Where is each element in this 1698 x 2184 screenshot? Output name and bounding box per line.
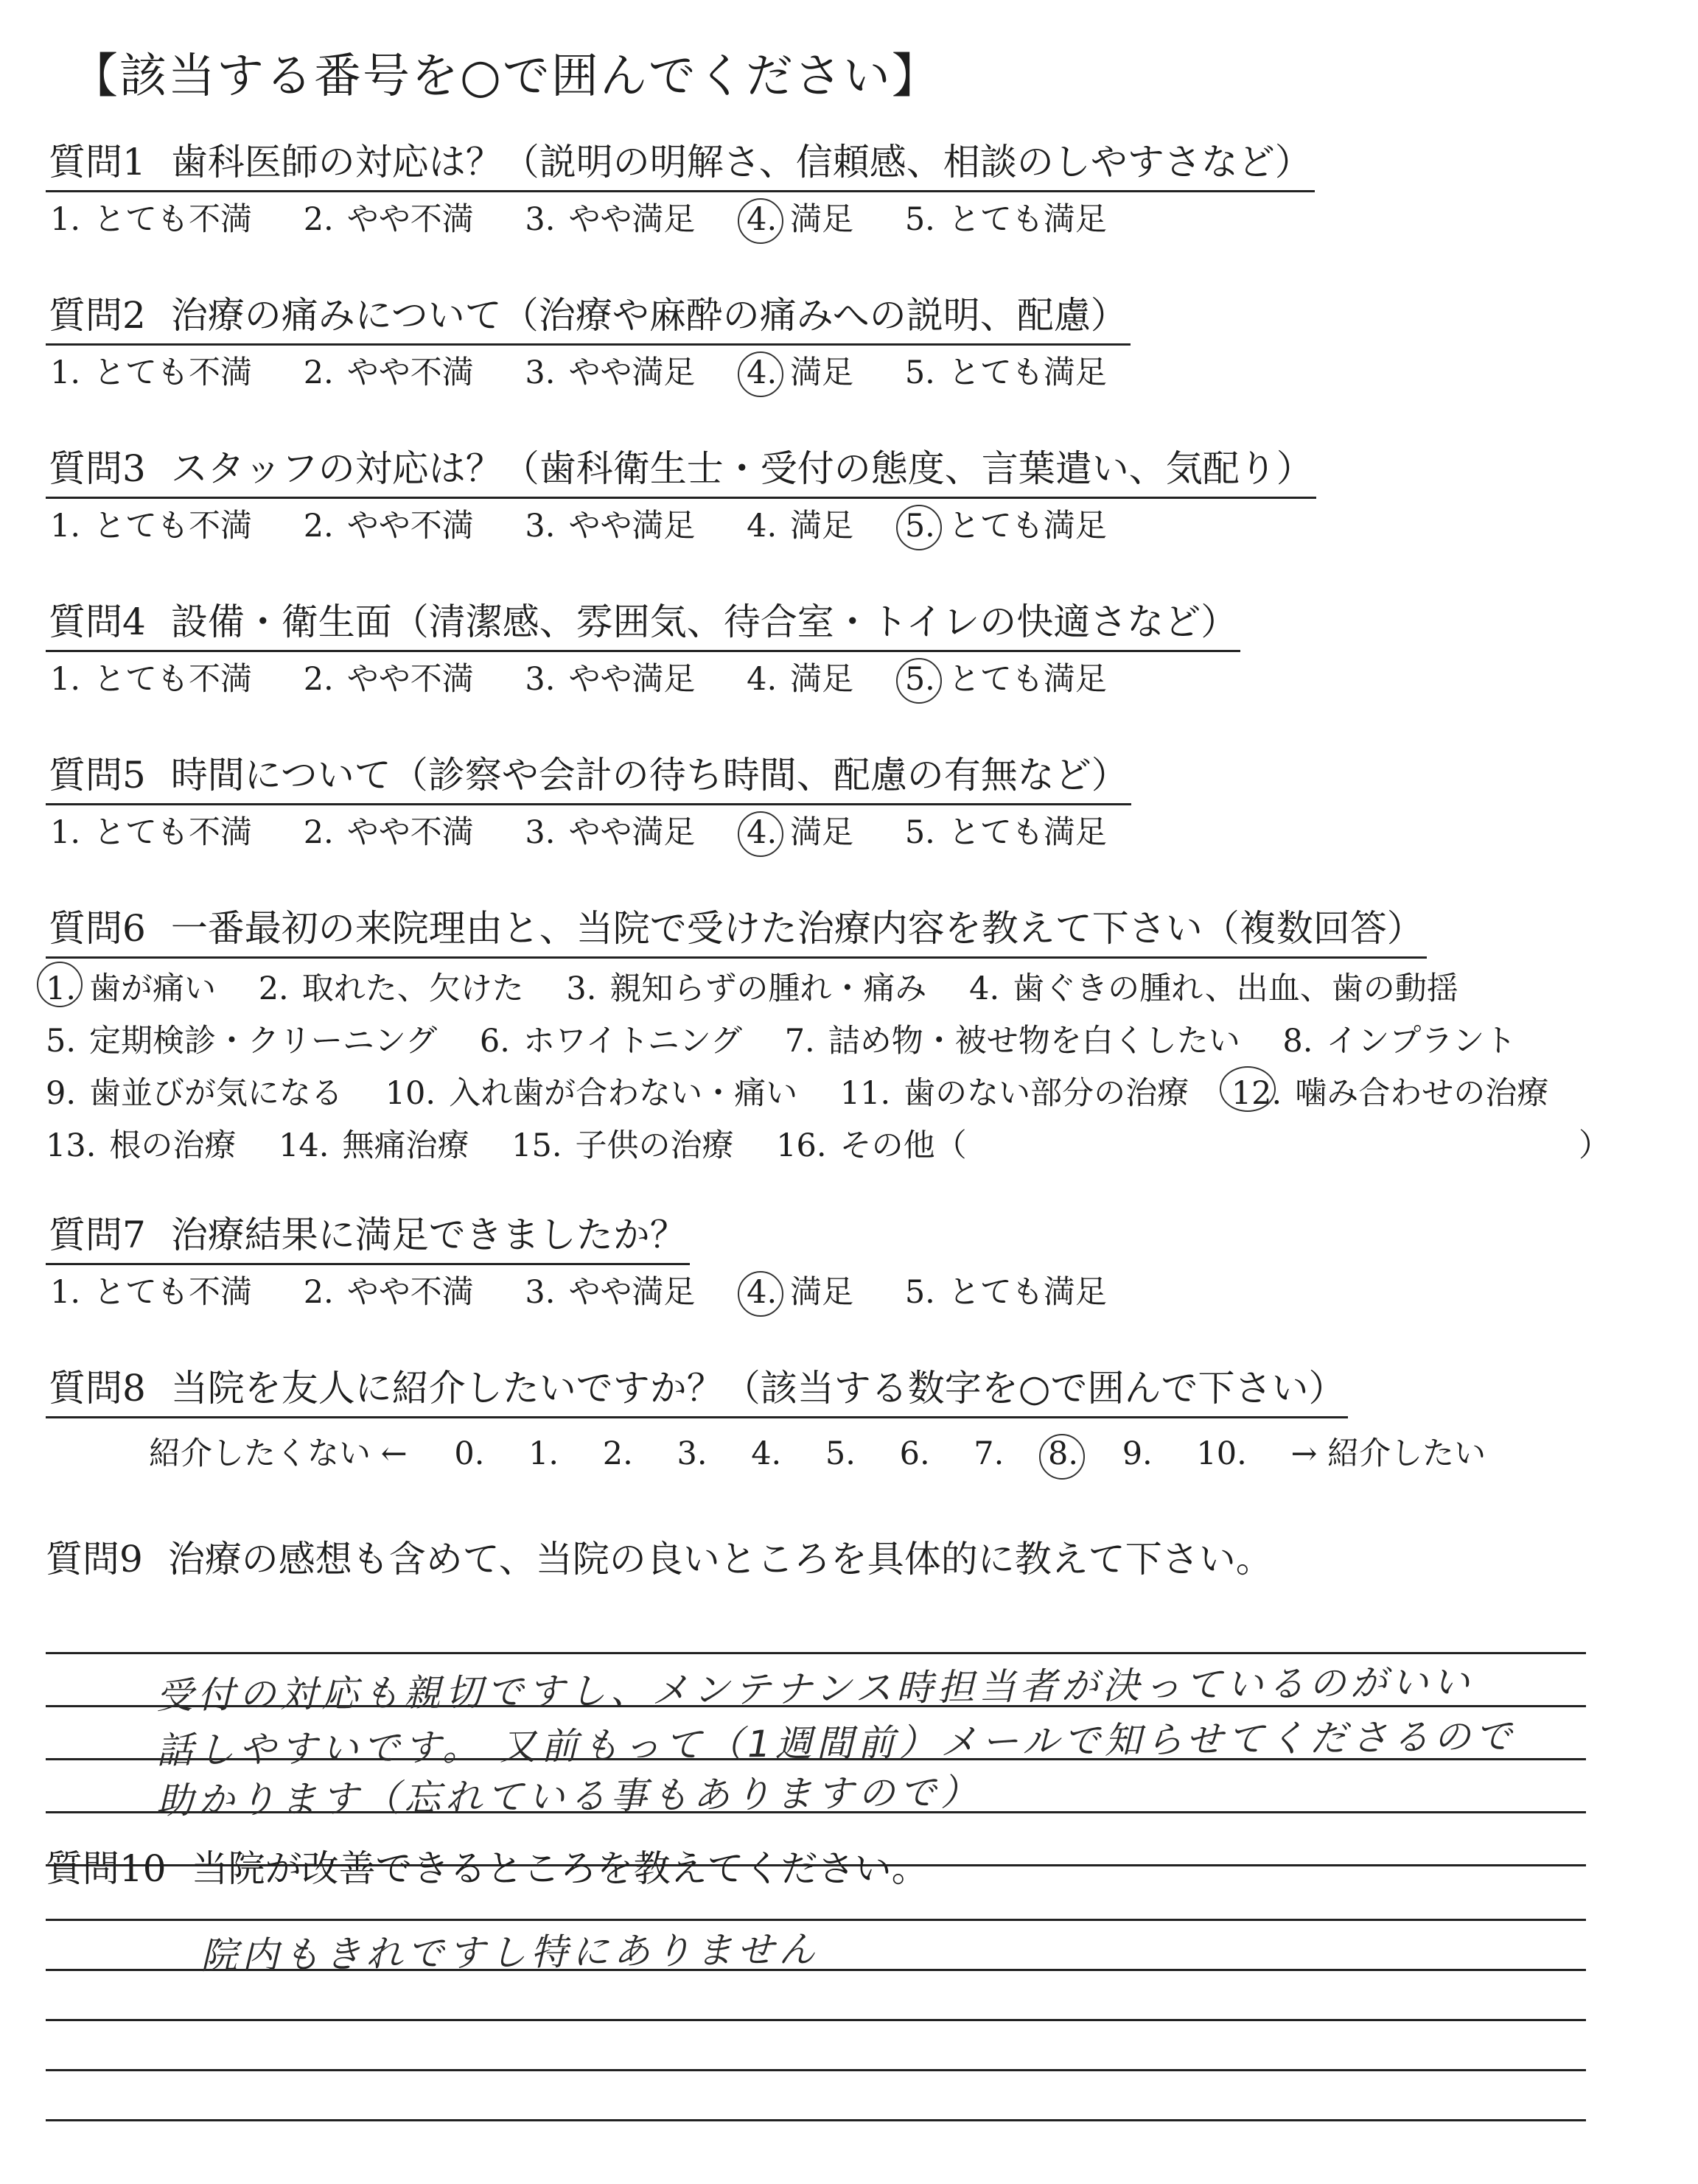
scale-7[interactable]: 7. (974, 1435, 1005, 1472)
recommend-scale (46, 1429, 1652, 1474)
question-3 (46, 448, 1652, 547)
scale-9[interactable]: 9. (1122, 1435, 1153, 1472)
answer-options (46, 506, 1652, 547)
question-heading (46, 1368, 1348, 1418)
option-1-selected[interactable]: 1. 歯が痛い (46, 963, 216, 1015)
scale-1[interactable]: 1. (528, 1435, 559, 1472)
option-6[interactable]: 6. ホワイトニング (479, 1022, 743, 1060)
option-1[interactable]: 1. とても不満 (50, 660, 253, 698)
question-number: 質問10 (46, 1847, 167, 1890)
question-heading (46, 448, 1316, 499)
question-5 (46, 755, 1652, 853)
handwritten-answer-line: 院内もきれですし特にありません (200, 1928, 820, 1978)
question-1 (46, 141, 1652, 240)
scale-2[interactable]: 2. (602, 1435, 633, 1472)
question-heading (46, 1214, 690, 1265)
question-number: 質問3 (49, 447, 146, 490)
scale-4[interactable]: 4. (751, 1435, 782, 1472)
question-heading (46, 601, 1240, 652)
question-number: 質問7 (49, 1214, 146, 1256)
option-14[interactable]: 14. 無痛治療 (279, 1127, 469, 1164)
option-5[interactable]: 5. とても満足 (904, 1273, 1107, 1311)
answer-options (46, 659, 1652, 701)
scale-10[interactable]: 10. (1196, 1435, 1247, 1472)
option-2[interactable]: 2. やや不満 (303, 1273, 474, 1311)
option-2[interactable]: 2. やや不満 (303, 813, 474, 851)
option-1[interactable]: 1. とても不満 (50, 200, 253, 238)
question-text: 一番最初の来院理由と、当院で受けた治療内容を教えて下さい（複数回答） (170, 907, 1424, 950)
page-title: 【該当する番号を○で囲んでください】 (71, 49, 940, 104)
option-3[interactable]: 3. やや満足 (525, 200, 696, 238)
ruled-line (46, 2119, 1586, 2121)
scale-5[interactable]: 5. (825, 1435, 856, 1472)
question-7 (46, 1214, 1652, 1313)
answer-options (46, 813, 1652, 854)
option-4-selected[interactable]: 4. 満足 (747, 200, 853, 241)
multi-answer-options (46, 963, 1652, 1172)
question-heading (46, 1530, 1652, 1583)
question-text: 当院を友人に紹介したいですか？（該当する数字を○で囲んで下さい） (170, 1367, 1346, 1410)
option-4[interactable]: 4. 満足 (747, 507, 854, 545)
question-heading (46, 755, 1131, 805)
question-number: 質問2 (49, 294, 146, 337)
scale-left-label: 紹介したくない ← (149, 1435, 408, 1472)
question-text: 当院が改善できるところを教えてください。 (191, 1847, 929, 1890)
question-10 (46, 1839, 1652, 2184)
question-text: 治療の感想も含めて、当院の良いところを具体的に教えて下さい。 (167, 1538, 1273, 1581)
option-1[interactable]: 1. とても不満 (50, 354, 253, 391)
option-4-selected[interactable]: 4. 満足 (747, 813, 853, 854)
option-2[interactable]: 2. やや不満 (303, 507, 474, 545)
question-text: 時間について（診察や会計の待ち時間、配慮の有無など） (170, 754, 1128, 797)
option-15[interactable]: 15. 子供の治療 (511, 1127, 734, 1164)
scale-6[interactable]: 6. (899, 1435, 930, 1472)
options-row (46, 1068, 1652, 1120)
scale-8-selected[interactable]: 8. (1048, 1435, 1079, 1472)
handwritten-answer-line: 助かります（忘れている事もありますので） (156, 1771, 982, 1822)
option-3[interactable]: 3. やや満足 (525, 660, 696, 698)
handwritten-answer-line: 受付の対応も親切ですし、メンテナンス時担当者が決っているのがいい (156, 1660, 1475, 1718)
option-12-selected[interactable]: 12. 噛み合わせの治療 (1231, 1068, 1548, 1120)
ruled-line (46, 2019, 1586, 2021)
option-5[interactable]: 5. とても満足 (904, 200, 1107, 238)
option-2[interactable]: 2. やや不満 (303, 200, 474, 238)
other-close-paren: ） (1579, 1127, 1610, 1164)
option-2[interactable]: 2. やや不満 (303, 660, 474, 698)
scale-0[interactable]: 0. (454, 1435, 485, 1472)
question-heading (46, 908, 1427, 959)
answer-options (46, 1273, 1652, 1314)
question-number: 質問8 (49, 1367, 146, 1410)
option-3[interactable]: 3. 親知らずの腫れ・痛み (566, 970, 927, 1007)
question-number: 質問1 (49, 141, 146, 183)
answer-options (46, 200, 1652, 241)
question-text: 治療結果に満足できましたか？ (170, 1214, 687, 1256)
option-1[interactable]: 1. とても不満 (50, 507, 253, 545)
option-7[interactable]: 7. 詰め物・被せ物を白くしたい (784, 1022, 1240, 1060)
option-5[interactable]: 5. 定期検診・クリーニング (46, 1022, 438, 1060)
option-3[interactable]: 3. やや満足 (525, 354, 696, 391)
question-number: 質問4 (49, 601, 146, 643)
option-10[interactable]: 10. 入れ歯が合わない・痛い (385, 1074, 798, 1112)
question-text: 歯科医師の対応は？（説明の明解さ、信頼感、相談のしやすさなど） (170, 141, 1312, 183)
answer-area[interactable] (46, 1904, 1652, 2184)
option-16[interactable]: 16. その他（ (776, 1127, 967, 1164)
question-4 (46, 601, 1652, 700)
question-text: 設備・衛生面（清潔感、雰囲気、待合室・トイレの快適さなど） (170, 601, 1238, 643)
option-8[interactable]: 8. インプラント (1282, 1022, 1517, 1060)
question-8 (46, 1368, 1652, 1474)
option-5[interactable]: 5. とても満足 (904, 354, 1107, 391)
question-6 (46, 908, 1652, 1172)
answer-options (46, 353, 1652, 394)
option-11[interactable]: 11. 歯のない部分の治療 (839, 1074, 1189, 1112)
option-4-selected[interactable]: 4. 満足 (747, 1273, 853, 1314)
question-number: 質問5 (49, 754, 146, 797)
handwritten-answer-line: 話しやすいです。 又前もって（1週間前）メールで知らせてくださるので (156, 1715, 1517, 1772)
question-text: 治療の痛みについて（治療や麻酔の痛みへの説明、配慮） (170, 294, 1128, 337)
scale-3[interactable]: 3. (677, 1435, 708, 1472)
question-heading (46, 295, 1131, 346)
option-4[interactable]: 4. 歯ぐきの腫れ、出血、歯の動揺 (969, 970, 1458, 1007)
options-row (46, 1120, 1652, 1172)
option-4[interactable]: 4. 満足 (747, 660, 854, 698)
question-text: スタッフの対応は？（歯科衛生士・受付の態度、言葉遣い、気配り） (170, 447, 1313, 490)
option-3[interactable]: 3. やや満足 (525, 813, 696, 851)
option-5[interactable]: 5. とても満足 (904, 813, 1107, 851)
scale-right-label: → 紹介したい (1290, 1435, 1486, 1472)
option-13[interactable]: 13. 根の治療 (46, 1127, 237, 1164)
option-2[interactable]: 2. 取れた、欠けた (258, 970, 524, 1007)
options-row (46, 1015, 1652, 1068)
option-3[interactable]: 3. やや満足 (525, 507, 696, 545)
option-4-selected[interactable]: 4. 満足 (747, 353, 853, 394)
option-1[interactable]: 1. とても不満 (50, 1273, 253, 1311)
options-row (46, 963, 1652, 1015)
option-5-selected[interactable]: 5. とても満足 (905, 659, 1107, 701)
question-2 (46, 295, 1652, 393)
ruled-line (46, 2069, 1586, 2071)
option-1[interactable]: 1. とても不満 (50, 813, 253, 851)
option-5-selected[interactable]: 5. とても満足 (905, 506, 1107, 547)
option-3[interactable]: 3. やや満足 (525, 1273, 696, 1311)
option-9[interactable]: 9. 歯並びが気になる (46, 1074, 343, 1112)
question-number: 質問9 (46, 1538, 143, 1581)
answer-area[interactable] (46, 1595, 1652, 1875)
question-heading (46, 141, 1315, 192)
option-2[interactable]: 2. やや不満 (303, 354, 474, 391)
question-heading (46, 1839, 1652, 1892)
question-number: 質問6 (49, 907, 146, 950)
question-9 (46, 1530, 1652, 1875)
